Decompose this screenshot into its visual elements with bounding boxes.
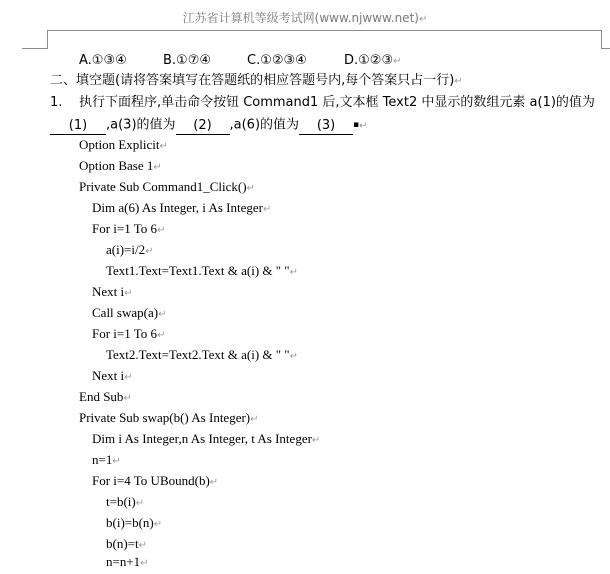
paragraph-mark-icon: ↵ xyxy=(289,267,299,278)
code-text: End Sub xyxy=(79,389,124,404)
code-line xyxy=(106,552,149,574)
paragraph-mark-icon: ↵ xyxy=(359,120,368,132)
code-line xyxy=(79,408,259,430)
code-text: For i=1 To 6 xyxy=(92,221,158,236)
header-divider xyxy=(47,30,602,31)
crop-mark-left xyxy=(47,31,48,49)
code-line xyxy=(92,429,320,451)
paragraph-mark-icon: ↵ xyxy=(124,372,133,383)
paragraph-mark-icon: ↵ xyxy=(123,393,132,404)
code-text: Call swap(a) xyxy=(92,305,159,320)
question-line-2 xyxy=(50,115,368,137)
code-line xyxy=(92,219,165,241)
paragraph-mark-icon: ↵ xyxy=(454,76,463,87)
paragraph-mark-icon: ↵ xyxy=(159,141,168,152)
paragraph-mark-icon: ↵ xyxy=(246,183,255,194)
paragraph-mark-icon: ↵ xyxy=(153,162,162,173)
blank-1: (1) xyxy=(50,118,106,135)
crop-mark-right xyxy=(601,31,602,49)
question-mid-1: ,a(3)的值为 xyxy=(106,117,176,133)
blank-3: (3) xyxy=(299,118,353,135)
code-text: t=b(i) xyxy=(106,494,136,509)
paragraph-mark-icon: ↵ xyxy=(209,477,219,488)
code-text: For i=1 To 6 xyxy=(92,326,158,341)
question-line-1 xyxy=(50,93,595,113)
crop-mark-left-h xyxy=(22,48,48,49)
code-text: Option Explicit xyxy=(79,137,160,152)
paragraph-mark-icon: ↵ xyxy=(311,435,321,446)
paragraph-mark-icon: ↵ xyxy=(393,56,402,67)
code-line xyxy=(92,324,165,346)
paragraph-mark-icon: ↵ xyxy=(250,414,259,425)
code-line xyxy=(79,156,162,178)
code-text: Dim i As Integer,n As Integer, t As Integer xyxy=(92,431,312,446)
code-text: Next i xyxy=(92,284,125,299)
paragraph-mark-icon: ↵ xyxy=(135,498,145,509)
paragraph-mark-icon: ↵ xyxy=(140,558,149,569)
code-line xyxy=(106,240,154,262)
paragraph-mark-icon: ↵ xyxy=(418,14,428,25)
question-mid-2: ,a(6)的值为 xyxy=(229,117,300,133)
paragraph-mark-icon: ↵ xyxy=(158,309,167,320)
paragraph-mark-icon: ↵ xyxy=(262,204,272,215)
section-title-text: 二、填空题(请将答案填写在答题纸的相应答题号内,每个答案只占一行) xyxy=(50,73,455,88)
code-text: n=n+1 xyxy=(106,554,141,569)
crop-mark-right-h xyxy=(601,48,610,49)
code-line xyxy=(92,282,133,304)
code-line xyxy=(79,135,168,157)
code-text: Text1.Text=Text1.Text & a(i) & " " xyxy=(106,263,290,278)
code-line xyxy=(92,366,133,388)
code-line xyxy=(79,177,255,199)
question-number: 1. xyxy=(50,95,63,110)
paragraph-mark-icon: ↵ xyxy=(145,246,154,257)
option-b: B.①⑦④ xyxy=(163,53,212,68)
code-line xyxy=(79,387,132,409)
paragraph-mark-icon: ↵ xyxy=(157,225,166,236)
code-line xyxy=(92,303,166,325)
question-text: 执行下面程序,单击命令按钮 Command1 后,文本框 Text2 中显示的数组元素 a(1)的值为 xyxy=(78,95,595,110)
option-a: A.①③④ xyxy=(79,53,127,68)
code-text: a(i)=i/2 xyxy=(106,242,146,257)
code-text: Dim a(6) As Integer, i As Integer xyxy=(92,200,263,215)
blank-2: (2) xyxy=(176,118,230,135)
paragraph-mark-icon: ↵ xyxy=(138,540,147,551)
code-line xyxy=(106,492,144,514)
header-text: 江苏省计算机等级考试网(www.njwww.net) xyxy=(182,11,419,25)
paragraph-mark-icon: ↵ xyxy=(112,456,121,467)
paragraph-mark-icon: ▪ xyxy=(353,120,360,130)
code-line xyxy=(92,471,218,493)
page-header xyxy=(0,9,610,26)
code-text: For i=4 To UBound(b) xyxy=(92,473,210,488)
answer-options xyxy=(79,50,402,72)
code-text: n=1 xyxy=(92,452,113,467)
code-line xyxy=(106,513,162,535)
code-text: Private Sub Command1_Click() xyxy=(79,179,247,194)
code-text: b(i)=b(n) xyxy=(106,515,154,530)
code-text: Option Base 1 xyxy=(79,158,154,173)
code-text: Next i xyxy=(92,368,125,383)
option-c: C.①②③④ xyxy=(247,53,307,68)
paragraph-mark-icon: ↵ xyxy=(157,330,166,341)
code-text: b(n)=t xyxy=(106,536,139,551)
code-line xyxy=(92,450,121,472)
code-text: Text2.Text=Text2.Text & a(i) & " " xyxy=(106,347,290,362)
code-line xyxy=(106,261,298,283)
paragraph-mark-icon: ↵ xyxy=(153,519,163,530)
option-d: D.①②③ xyxy=(344,53,394,68)
paragraph-mark-icon: ↵ xyxy=(124,288,133,299)
code-text: Private Sub swap(b() As Integer) xyxy=(79,410,251,425)
paragraph-mark-icon: ↵ xyxy=(289,351,299,362)
section-title xyxy=(50,71,463,92)
code-line xyxy=(92,198,271,220)
code-line xyxy=(106,345,298,367)
